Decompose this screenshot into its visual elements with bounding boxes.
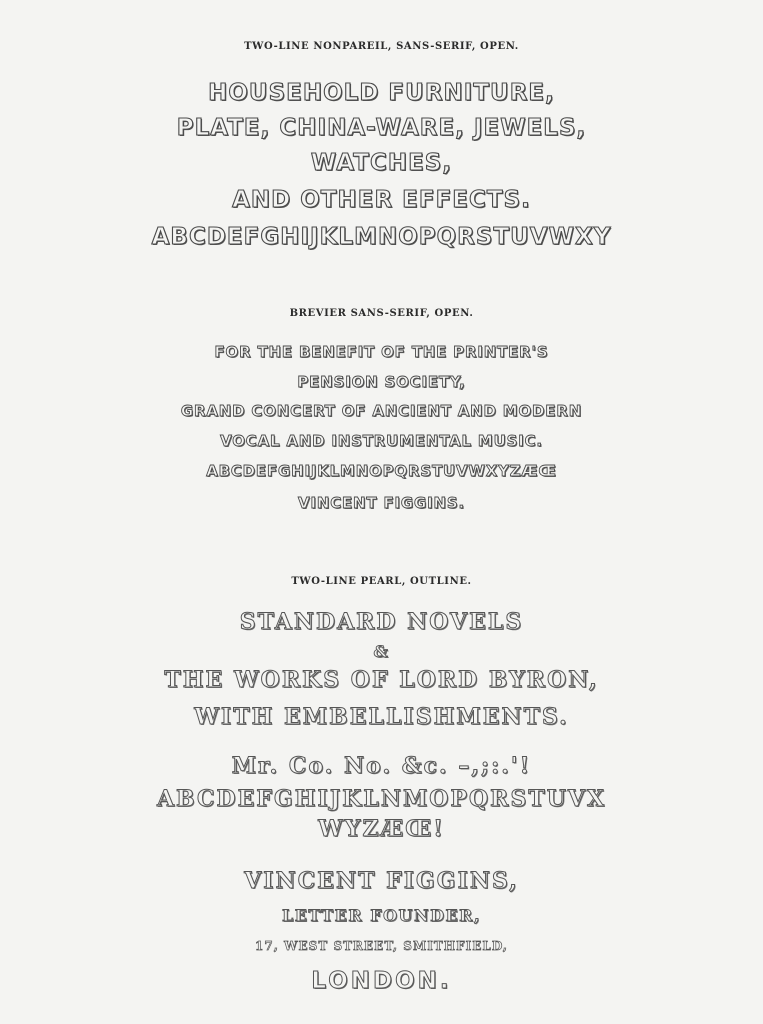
specimen-line: VINCENT FIGGINS.	[298, 494, 465, 512]
specimen-punctuation: Mr. Co. No. &c. –,;:.'!	[231, 753, 532, 779]
specimen-alphabet: ABCDEFGHIJKLMNOPQRSTUVWXY	[151, 224, 612, 250]
specimen-line: WITH EMBELLISHMENTS.	[194, 704, 569, 730]
specimen-line: PLATE, CHINA-WARE, JEWELS,	[176, 115, 587, 141]
specimen-alphabet: ABCDEFGHIJKLMNOPQRSTUVWXYZÆŒ	[206, 462, 557, 480]
specimen-line: FOR THE BENEFIT OF THE PRINTER'S	[214, 343, 549, 361]
specimen-line: VOCAL AND INSTRUMENTAL MUSIC.	[220, 432, 543, 450]
specimen-line: PENSION SOCIETY,	[297, 373, 466, 391]
specimen-line: STANDARD NOVELS	[239, 609, 524, 635]
section-heading-pearl: TWO-LINE PEARL, OUTLINE.	[291, 576, 472, 587]
section-heading-brevier: BREVIER SANS-SERIF, OPEN.	[289, 308, 474, 319]
section-heading-nonpareil: TWO-LINE NONPAREIL, SANS-SERIF, OPEN.	[244, 41, 519, 52]
specimen-line: AND OTHER EFFECTS.	[232, 187, 531, 213]
specimen-line: HOUSEHOLD FURNITURE,	[208, 80, 555, 106]
specimen-alphabet: ABCDEFGHIJKLNMOPQRSTUVX	[156, 786, 607, 812]
specimen-alphabet: WYZÆŒ!	[318, 816, 445, 842]
specimen-ampersand: &	[373, 642, 390, 661]
specimen-line: THE WORKS OF LORD BYRON,	[164, 667, 599, 693]
founder-address: 17, WEST STREET, SMITHFIELD,	[255, 939, 508, 953]
specimen-line: GRAND CONCERT OF ANCIENT AND MODERN	[180, 402, 583, 420]
founder-title: LETTER FOUNDER,	[281, 906, 482, 925]
founder-name: VINCENT FIGGINS,	[244, 868, 519, 894]
founder-city: LONDON.	[311, 968, 452, 994]
specimen-line: WATCHES,	[310, 150, 453, 176]
